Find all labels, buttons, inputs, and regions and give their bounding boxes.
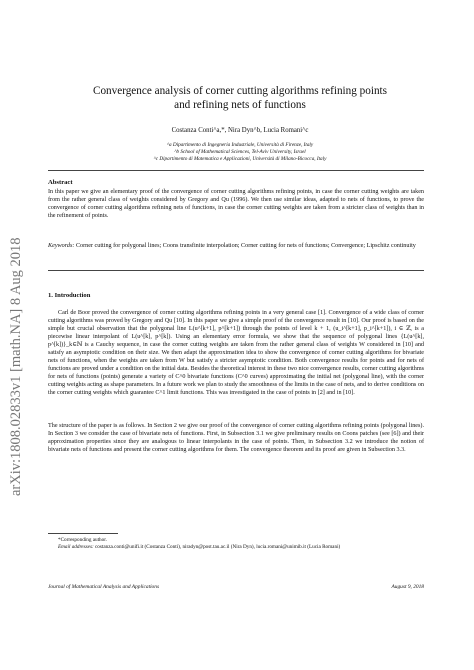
footnote-rule [48,533,118,534]
keywords-label: Keywords: [48,243,75,249]
abstract-bottom-rule [48,270,424,271]
affiliation-c: ^c Dipartimento di Matematica e Applicazioni, Università di Milano-Bicocca, Italy [153,156,327,163]
footnote-emails-label: Email addresses: [58,544,94,551]
paper-title-line-1: Convergence analysis of corner cutting algorithms refining points [92,85,388,97]
intro-paragraph-1: Carl de Boor proved the convergence of corner cutting algorithms refining points in a very general case [1]. Convergence of a wide class of corner cutting algorithms was proved by Gregory and Qu [10]. In this paper we give a simple proof of the convergence result in [10]. Our proof is based on the simple but crucial observation that the polygonal line L(u^[k+1], p^[k+1]) through the points of level k + 1, (u_i^[k+1], p_i^[k+1]), i ∈ ℤ, is a piecewise linear interpolant of L(u^[k], p^[k]). Using an elementary error formula, we show that the sequence of polygonal lines {L(u^[k], p^[k])}_k∈ℕ is a Cauchy sequence, in case the corner cutting weights are taken from the rather general class of weights W considered in [10] and satisfy an asymptotic condition on their size. We then adapt the approximation idea to show the convergence of corner cutting algorithms for bivariate nets of functions, when the weights are taken from W but satisfy a stricter asymptotic condition. Both convergence results for points and for nets of functions are proved under a condition on the initial data. Besides the theoretical interest in these two nice convergence results, corner cutting algorithms for nets of functions (points) generate a variety of C^0 bivariate functions (C^0 curves) approximating the initial net (polygonal line), with the corner cutting weights acting as shape parameters. In a future work we plan to study the smoothness of the limits in the case of nets, and to derive conditions on the corner cutting weights which guarantee C^1 limit functions. This was investigated in the case of points in [2] and in [10]. [48,310,424,397]
section-heading-introduction: 1. Introduction [48,292,91,299]
affiliation-b: ^b School of Mathematical Sciences, Tel-Aviv University, Israel [174,149,306,156]
keywords [48,242,424,250]
arxiv-stamp [4,170,28,500]
arxiv-stamp-text: arXiv:1808.02833v1 [math.NA] 8 Aug 2018 [8,237,24,496]
paper-title-line-2: and refining nets of functions [174,99,306,111]
affiliation-a: ^a Dipartimento di Ingegneria Industriale, Università di Firenze, Italy [166,142,314,148]
intro-paragraph-2: The structure of the paper is as follows. In Section 2 we give our proof of the convergence of corner cutting algorithms refining points (polygonal lines). In Section 3 we consider the case of bivariate nets of functions. First, in Subsection 3.1 we give preliminary results on Coons patches (see [6]) and their approximation properties since they are analogous to linear interpolants in the case of points. Then, in Subsection 3.2 we introduce the notion of bivariate nets of functions and present the corner cutting algorithms for them. The convergence theorem and its proof are given in Subsection 3.3. [48,423,424,454]
footnote-emails-text: costanza.conti@unifi.it (Costanza Conti), niradyn@post.tau.ac.il (Nira Dyn), lucia.romani@unimib.it (Lucia Romani) [94,544,341,551]
abstract-text: In this paper we give an elementary proof of the convergence of corner cutting algorithms refining points, in case the corner cutting weights are taken from the rather general class of weights considered by Gregory and Qu (1996). We then use similar ideas, adapted to nets of functions, to prove the convergence of corner cutting algorithms refining nets of functions, in case the corner cutting weights are taken from a stricter class of weights than in the refinement of points. [48,189,424,220]
page-footer [48,584,424,590]
keywords-text: Corner cutting for polygonal lines; Coons transfinite interpolation; Corner cutting for nets of functions; Convergence; Lipschitz continuity [75,243,416,249]
abstract-heading: Abstract [48,179,73,186]
abstract-top-rule [48,170,424,171]
footer-date: August 9, 2018 [391,584,424,590]
footnote-emails [48,544,424,551]
footnote-corresponding: *Corresponding author. [58,537,107,543]
footnotes [48,537,424,551]
paper-title [60,84,420,112]
footer-journal: Journal of Mathematical Analysis and Applications [48,584,160,590]
affiliations [60,142,420,164]
author-list: Costanza Conti^a,*, Nira Dyn^b, Lucia Romani^c [171,127,309,134]
arxiv-stamp-svg [4,170,28,500]
